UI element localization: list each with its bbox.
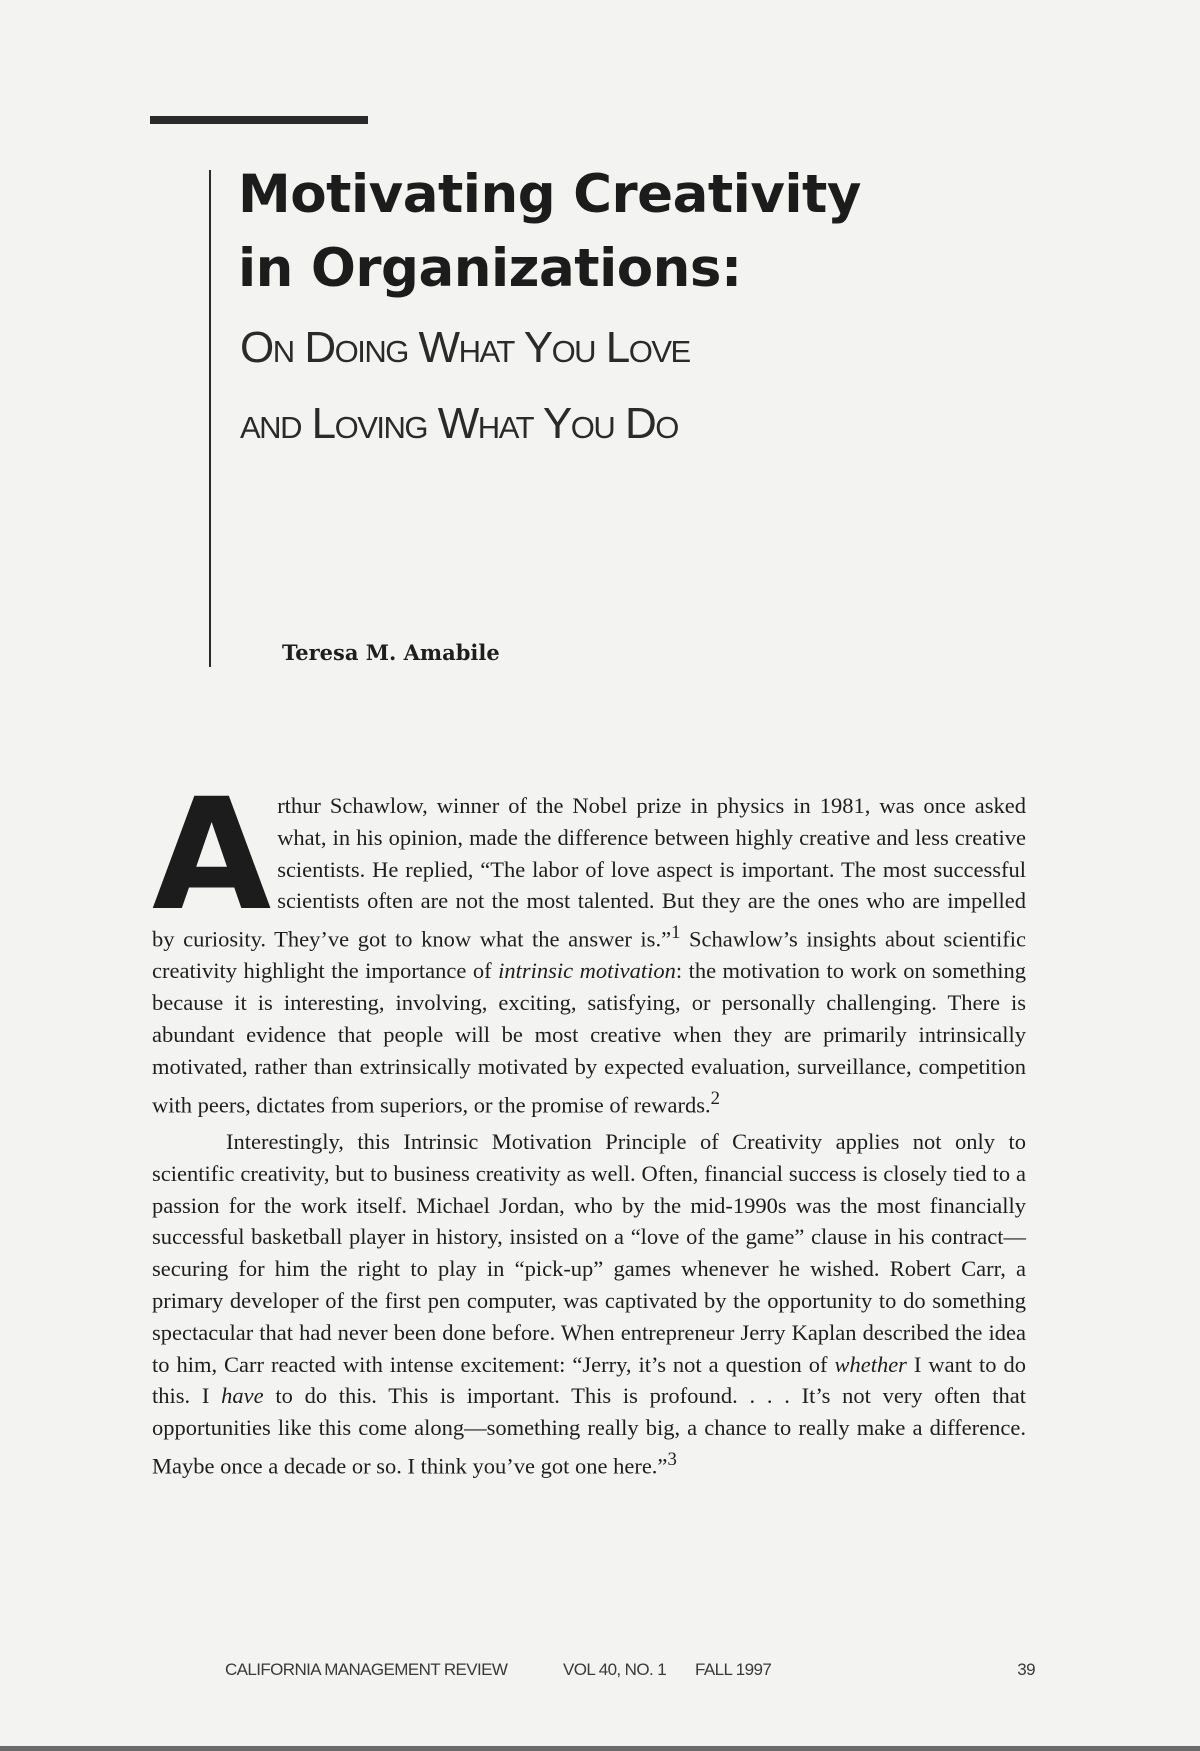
- title-side-rule: [209, 170, 211, 667]
- paragraph-1: [152, 766, 1026, 1121]
- paragraph-2-text-a: Interestingly, this Intrinsic Motivation Principle of Creativity applies not only to scientific creativity, but to business creativity as well. Often, financial success is closely tied to a passion for the work itself. Michael Jordan, who by the mid-1990s was the most financially successful basketball player in history, insisted on a “love of the game” clause in his contract—securing for him the right to play in “pick-up” games whenever he wished. Robert Carr, a primary developer of the first pen computer, was captivated by the opportunity to do something spectacular that had never been done before. When entrepreneur Jerry Kaplan described the idea to him, Carr reacted with intense excitement: “Jerry, it’s not a question of: [152, 1128, 1026, 1377]
- paragraph-2-emphasis-2: have: [221, 1383, 264, 1409]
- paragraph-2-text-c: to do this. This is important. This is profound. . . . It’s not very often that opportunities like this come along—something really big, a chance to really make a difference. Maybe once a decade or so. I think you’ve got one here.”: [152, 1383, 1026, 1479]
- title-line-1: Motivating Creativity: [238, 164, 861, 225]
- paragraph-1-emphasis: intrinsic motivation: [498, 958, 676, 984]
- subtitle-line-1: On Doing What You Love: [240, 323, 690, 372]
- title-line-2: in Organizations:: [238, 238, 742, 299]
- footnote-marker-1: 1: [671, 922, 681, 944]
- page-number: 39: [1017, 1660, 1035, 1679]
- subtitle-line-2: and Loving What You Do: [240, 399, 678, 448]
- article-body: [152, 766, 1026, 1482]
- paragraph-2: [152, 1126, 1026, 1482]
- footnote-marker-2: 2: [710, 1087, 720, 1109]
- article-subtitle: [240, 310, 1000, 462]
- page-bottom-edge: [0, 1746, 1200, 1751]
- article-title: [238, 158, 998, 306]
- author-name: Teresa M. Amabile: [282, 640, 500, 665]
- footnote-marker-3: 3: [667, 1448, 677, 1470]
- issue-date: FALL 1997: [695, 1660, 772, 1679]
- paragraph-1-text-a: rthur Schawlow, winner of the Nobel prize in physics in 1981, was once asked what, in his opinion, made the difference between highly creative and less creative scientists. He replied, “The labor of love aspect is important. The most successful scientists often are not the most talented. But they are the ones who are impelled by curiosity. They’ve got to know what the answer is.”: [152, 793, 1026, 952]
- drop-cap: A: [152, 766, 268, 945]
- paragraph-2-text-b: I want to do this. I: [152, 1351, 1026, 1409]
- paragraph-1-text-c: : the motivation to work on something because it is interesting, involving, exciting, satisfying, or personally challenging. There is abundant evidence that people will be most creative when they are primarily intrinsically motivated, rather than extrinsically motivated by expected evaluation, surveillance, competition with peers, dictates from superiors, or the promise of rewards.: [152, 958, 1026, 1118]
- header-rule: [150, 116, 368, 124]
- paragraph-1-text-b: Schawlow’s insights about scientific creativity highlight the importance of: [152, 926, 1026, 984]
- volume-number: VOL 40, NO. 1: [563, 1660, 667, 1679]
- paragraph-2-emphasis-1: whether: [834, 1351, 907, 1377]
- journal-name: CALIFORNIA MANAGEMENT REVIEW: [225, 1660, 508, 1679]
